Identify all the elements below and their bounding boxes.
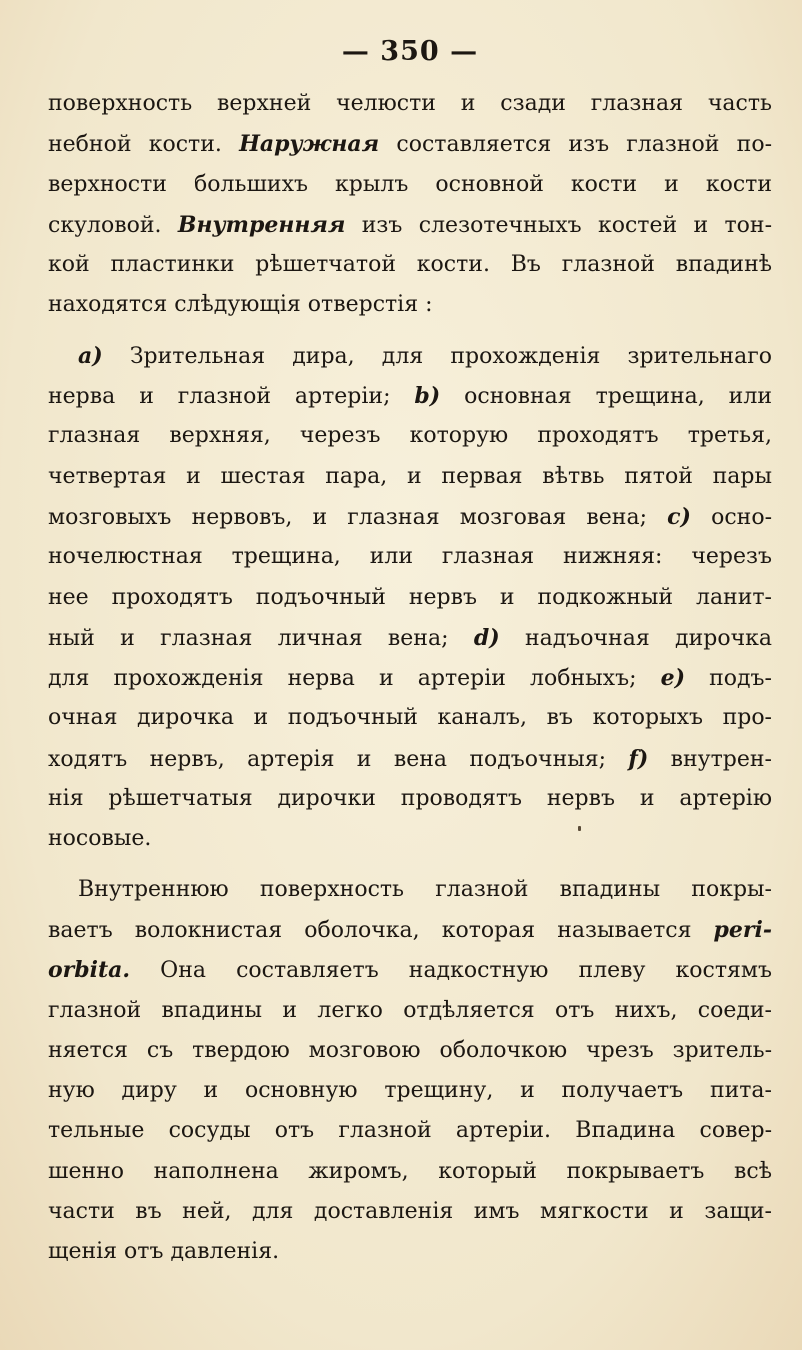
text-line: a) Зрительная дира, для прохожденія зрительнаго	[78, 342, 772, 369]
text-line: шенно наполнена жиромъ, который покрываетъ всѣ	[48, 1158, 772, 1184]
text-line: для прохожденія нерва и артеріи лобныхъ; e) подъ-	[48, 665, 772, 692]
text-line: мозговыхъ нервовъ, и глазная мозговая вена; c) осно-	[48, 503, 773, 530]
text-line: нее проходятъ подъочный нервъ и подкожный ланит-	[48, 584, 772, 610]
text-line: orbita. Она составляетъ надкостную плеву костямъ	[48, 957, 772, 984]
text-line: части въ ней, для доставленія имъ мягкости и защи-	[48, 1199, 772, 1225]
text-line: ную диру и основную трещину, и получаетъ пита-	[48, 1078, 772, 1104]
text-line: щенія отъ давленія.	[48, 1239, 280, 1265]
text-line: очная дирочка и подъочный каналъ, въ которыхъ про-	[48, 705, 772, 731]
text-line: няется съ твердою мозговою оболочкою чрезъ зритель-	[48, 1037, 772, 1063]
text-line: глазная верхняя, черезъ которую проходятъ третья,	[48, 423, 772, 449]
text-line: четвертая и шестая пара, и первая вѣтвь пятой пары	[48, 463, 772, 489]
text-line: поверхность верхней челюсти и сзади глазная часть	[48, 91, 772, 116]
text-line: нерва и глазной артеріи; b) основная трещина, или	[48, 383, 772, 410]
text-line: скуловой. Внутренняя изъ слезотечныхъ костей и тон-	[48, 211, 772, 238]
paragraph-orbit-openings	[48, 336, 772, 860]
text-line: кой пластинки рѣшетчатой кости. Въ глазной впадинѣ	[48, 252, 772, 278]
text-line: ваетъ волокнистая оболочка, которая называется peri-	[48, 916, 772, 943]
text-line: тельные сосуды отъ глазной артеріи. Впадина совер-	[48, 1118, 772, 1144]
text-line: Внутреннюю поверхность глазной впадины покры-	[78, 876, 772, 902]
text-line: верхности большихъ крылъ основной кости и кости	[48, 171, 772, 197]
paragraph-orbit-walls	[48, 84, 772, 326]
page-number: — 350 —	[341, 36, 479, 67]
text-line: ходятъ нервъ, артерія и вена подъочныя; f) внутрен-	[48, 745, 772, 772]
text-line: небной кости. Наружная составляется изъ глазной по-	[48, 131, 772, 158]
text-line: носовые.	[48, 826, 152, 852]
paper-speck	[578, 826, 581, 831]
text-line: находятся слѣдующія отверстія :	[48, 292, 433, 318]
paragraph-periorbita	[48, 870, 772, 1273]
text-line: нія рѣшетчатыя дирочки проводятъ нервъ и артерію	[48, 786, 772, 812]
text-line: глазной впадины и легко отдѣляется отъ нихъ, соеди-	[48, 997, 772, 1023]
text-line: ночелюстная трещина, или глазная нижняя: черезъ	[48, 544, 772, 570]
text-line: ный и глазная личная вена; d) надъочная дирочка	[48, 624, 772, 651]
